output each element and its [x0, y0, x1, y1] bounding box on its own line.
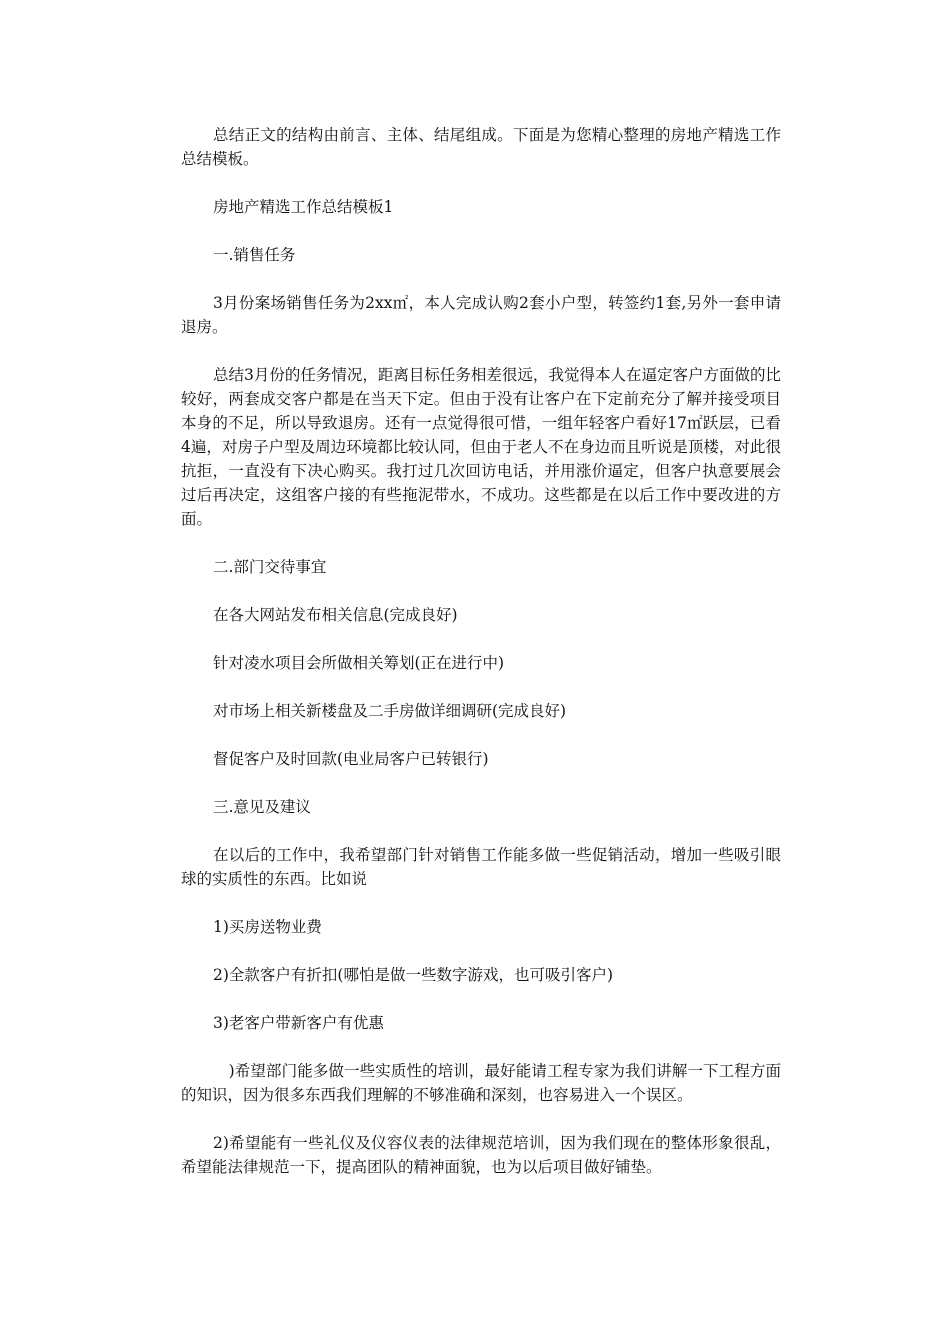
sales-task-paragraph: 3月份案场销售任务为2xx㎡，本人完成认购2套小户型，转签约1套,另外一套申请退房。	[181, 294, 781, 336]
department-item: 在各大网站发布相关信息(完成良好)	[213, 606, 458, 624]
suggestions-paragraph: 在以后的工作中，我希望部门针对销售工作能多做一些促销活动，增加一些吸引眼球的实质性的东西。比如说	[181, 846, 781, 888]
suggestion-item: 3)老客户带新客户有优惠	[213, 1014, 384, 1032]
suggestion-item: 2)全款客户有折扣(哪怕是做一些数字游戏，也可吸引客户)	[213, 966, 614, 984]
suggestion-item: 1)买房送物业费	[213, 918, 322, 936]
document-body	[181, 123, 781, 1179]
section-heading-department-matters: 二.部门交待事宜	[213, 558, 327, 576]
training-paragraph: )希望部门能多做一些实质性的培训，最好能请工程专家为我们讲解一下工程方面的知识，因为很多东西我们理解的不够准确和深刻，也容易进入一个误区。	[181, 1062, 781, 1104]
department-item: 针对凌水项目会所做相关筹划(正在进行中)	[213, 654, 505, 672]
department-item: 对市场上相关新楼盘及二手房做详细调研(完成良好)	[213, 702, 567, 720]
section-heading-suggestions: 三.意见及建议	[213, 798, 311, 816]
section-heading-sales-task: 一.销售任务	[213, 246, 296, 264]
department-item: 督促客户及时回款(电业局客户已转银行)	[213, 750, 489, 768]
sales-summary-paragraph: 总结3月份的任务情况，距离目标任务相差很远，我觉得本人在逼定客户方面做的比较好，两套成交客户都是在当天下定。但由于没有让客户在下定前充分了解并接受项目本身的不足，所以导致退房。还有一点觉得很可惜，一组年轻客户看好17㎡跃层，已看4遍，对房子户型及周边环境都比较认同，但由于老人不在身边而且听说是顶楼，对此很抗拒，一直没有下决心购买。我打过几次回访电话，并用涨价逼定，但客户执意要展会过后再决定，这组客户接的有些拖泥带水，不成功。这些都是在以后工作中要改进的方面。	[181, 366, 781, 528]
etiquette-paragraph: 2)希望能有一些礼仪及仪容仪表的法律规范培训，因为我们现在的整体形象很乱，希望能法律规范一下，提高团队的精神面貌，也为以后项目做好铺垫。	[181, 1134, 781, 1176]
template-title: 房地产精选工作总结模板1	[213, 198, 394, 216]
intro-paragraph: 总结正文的结构由前言、主体、结尾组成。下面是为您精心整理的房地产精选工作总结模板。	[181, 126, 781, 168]
